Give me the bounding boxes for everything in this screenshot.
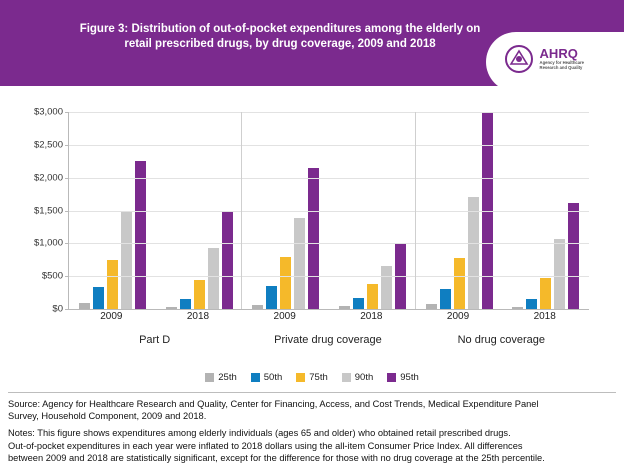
legend-swatch: [251, 373, 260, 382]
bar-90th: [294, 218, 305, 309]
bar-25th: [79, 303, 90, 309]
bar-75th: [194, 280, 205, 309]
logo-subtitle-line1: Agency for Healthcare: [539, 60, 584, 65]
legend-item: [342, 372, 374, 383]
group-divider: [415, 112, 416, 309]
plot-area: [33, 106, 589, 315]
bar-75th: [107, 260, 118, 309]
legend-label: 75th: [309, 372, 328, 383]
x-axis-tick-label: 2009: [446, 311, 470, 322]
bar-50th: [353, 298, 364, 309]
bar-90th: [208, 248, 219, 309]
bar-50th: [266, 286, 277, 309]
bar-90th: [468, 197, 479, 309]
notes-line3: between 2009 and 2018 are statistically significant, except for the difference for those with no drug coverage at the 25th percentile.: [8, 452, 545, 463]
x-axis-group-label: Part D: [139, 334, 171, 346]
notes-line1: Notes: This figure shows expenditures among elderly individuals (ages 65 and older) who obtained retail prescribed drugs.: [8, 428, 511, 439]
gridline: [69, 243, 589, 244]
source-line2: Survey, Household Component, 2009 and 2018.: [8, 411, 207, 422]
legend-label: 95th: [400, 372, 419, 383]
legend-label: 50th: [263, 372, 283, 383]
y-axis-tick-label: $2,000: [33, 172, 63, 184]
bar-50th: [526, 299, 537, 310]
bar-75th: [540, 278, 551, 309]
bar-50th: [93, 287, 104, 309]
x-axis-tick-label: 2009: [100, 311, 123, 322]
bar-25th: [166, 307, 177, 309]
x-axis-tick-label: 2018: [360, 311, 383, 322]
chart-legend: [0, 372, 624, 383]
figure-title-line1: Figure 3: Distribution of out-of-pocket expenditures among the elderly on: [79, 23, 481, 35]
logo-wordmark: AHRQ: [539, 46, 578, 61]
legend-label: 25th: [218, 372, 237, 383]
bar-95th: [568, 203, 579, 309]
y-axis-tick-label: $1,500: [33, 205, 63, 216]
bar-75th: [367, 284, 378, 309]
bar-75th: [454, 258, 465, 309]
legend-item: [251, 372, 283, 383]
y-axis-tick-label: $500: [41, 270, 63, 282]
figure-footnotes: [8, 392, 616, 464]
gridline: [69, 178, 589, 179]
x-axis-group-label: Private drug coverage: [274, 334, 382, 346]
group-divider: [241, 112, 242, 309]
bar-95th: [222, 211, 233, 309]
y-axis-tick-label: $1,000: [33, 237, 63, 249]
bar-25th: [339, 306, 350, 309]
chart-area: [0, 96, 624, 386]
x-axis-tick-label: 2009: [273, 311, 296, 322]
legend-swatch: [342, 373, 351, 382]
x-axis-tick-label: 2018: [533, 311, 556, 322]
bar-90th: [121, 212, 132, 309]
figure-header: [0, 0, 624, 86]
figure-title: [40, 22, 520, 52]
gridline: [69, 112, 589, 113]
logo-subtitle-line2: Research and Quality: [539, 65, 583, 70]
ahrq-emblem-icon: [504, 44, 534, 74]
bar-90th: [554, 239, 565, 309]
x-axis-tick-labels: [68, 311, 588, 322]
bar-50th: [180, 299, 191, 310]
y-axis-tick-label: $2,500: [33, 139, 63, 151]
gridline: [69, 276, 589, 277]
legend-item: [387, 372, 419, 383]
bar-95th: [308, 168, 319, 309]
figure-title-line2: retail prescribed drugs, by drug coverage, 2009 and 2018: [124, 38, 436, 50]
bar-50th: [440, 289, 451, 309]
legend-swatch: [387, 373, 396, 382]
bar-95th: [135, 161, 146, 309]
bar-90th: [381, 266, 392, 309]
legend-swatch: [205, 373, 214, 382]
legend-label: 90th: [354, 372, 374, 383]
bar-25th: [252, 305, 263, 309]
y-axis-tick-label: $0: [52, 303, 63, 315]
bar-75th: [280, 257, 291, 309]
gridline: [69, 145, 589, 146]
ahrq-logo: [504, 44, 584, 74]
notes-line2: Out-of-pocket expenditures in each year were inflated to 2018 dollars using the all-item Consumer Price Index. All differences: [8, 440, 523, 451]
source-line1: Source: Agency for Healthcare Research and Quality, Center for Financing, Access, and Cost Trends, Medical Expenditure Panel: [8, 399, 539, 409]
x-axis-group-label: No drug coverage: [457, 334, 546, 346]
bar-25th: [426, 304, 437, 309]
x-axis-group-labels: [68, 334, 588, 346]
bar-25th: [512, 307, 523, 309]
legend-item: [205, 372, 237, 383]
gridline: [69, 211, 589, 212]
y-axis-tick-label: $3,000: [33, 106, 63, 118]
x-axis-tick-label: 2018: [186, 311, 210, 322]
legend-swatch: [296, 373, 305, 382]
legend-item: [296, 372, 328, 383]
